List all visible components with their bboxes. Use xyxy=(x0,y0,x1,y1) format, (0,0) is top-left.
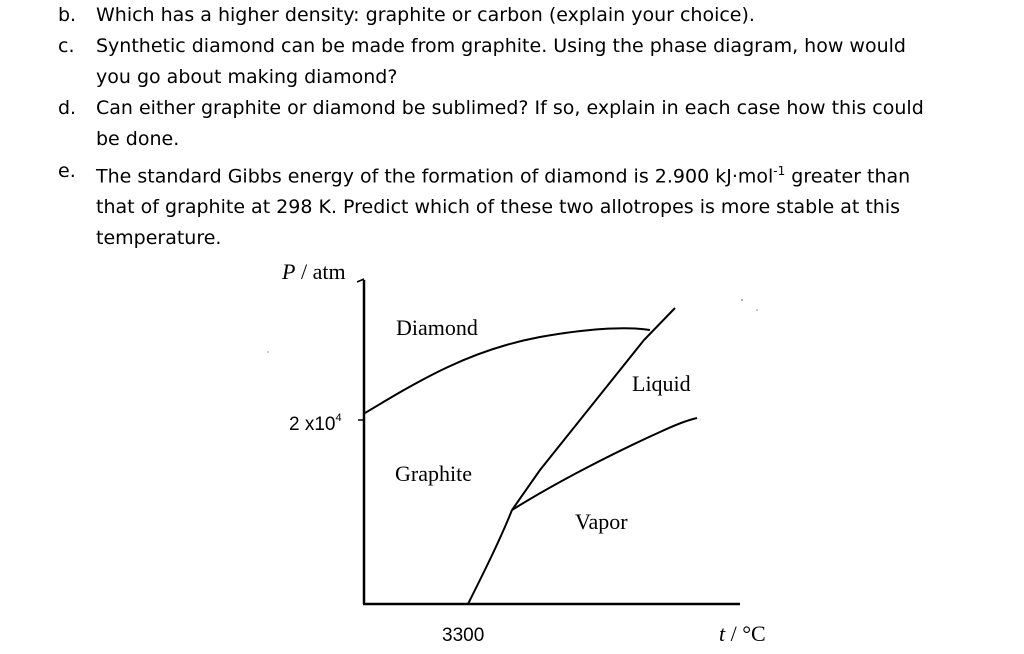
question-e-line-3: temperature. xyxy=(96,227,222,250)
x-tick-label: 3300 xyxy=(442,625,485,646)
question-d-line-1: Can either graphite or diamond be sublimed? If so, explain in each case how this could xyxy=(96,97,924,119)
diamond-graphite-boundary xyxy=(365,328,650,413)
speck-1 xyxy=(741,299,743,301)
x-axis-label: t / °C xyxy=(719,621,766,646)
question-c-line-1: Synthetic diamond can be made from graphite. Using the phase diagram, how would xyxy=(96,35,906,57)
y-tick-base: 2 x10 xyxy=(289,414,336,435)
question-e-line-1-sup: -1 xyxy=(773,164,786,178)
region-liquid: Liquid xyxy=(632,371,691,396)
region-diamond: Diamond xyxy=(396,315,478,340)
question-c-label: c. xyxy=(58,35,75,57)
question-e-label: e. xyxy=(58,160,76,182)
question-b-label: b. xyxy=(58,4,77,26)
question-e-line-1-after: greater than xyxy=(785,165,911,188)
question-e-line-1-before: The standard Gibbs energy of the formation of diamond is 2.900 kJ·mol xyxy=(96,165,774,188)
sublimation-curve xyxy=(468,510,512,604)
question-c-line-2: you go about making diamond? xyxy=(96,66,398,88)
question-d-line-2: be done. xyxy=(96,128,180,150)
speck-2 xyxy=(756,309,758,311)
question-d-label: d. xyxy=(58,97,77,119)
region-graphite: Graphite xyxy=(395,461,472,486)
question-e-line-2: that of graphite at 298 K. Predict which of these two allotropes is more stable at this xyxy=(96,196,901,219)
y-axis-label: P / atm xyxy=(282,259,346,284)
y-tick-exp: 4 xyxy=(335,412,342,424)
speck-3 xyxy=(267,351,269,353)
region-vapor: Vapor xyxy=(575,509,628,534)
y-tick-label xyxy=(289,412,342,435)
liquid-vapor-boundary xyxy=(512,418,697,510)
question-b-line-1: Which has a higher density: graphite or carbon (explain your choice). xyxy=(96,4,755,26)
